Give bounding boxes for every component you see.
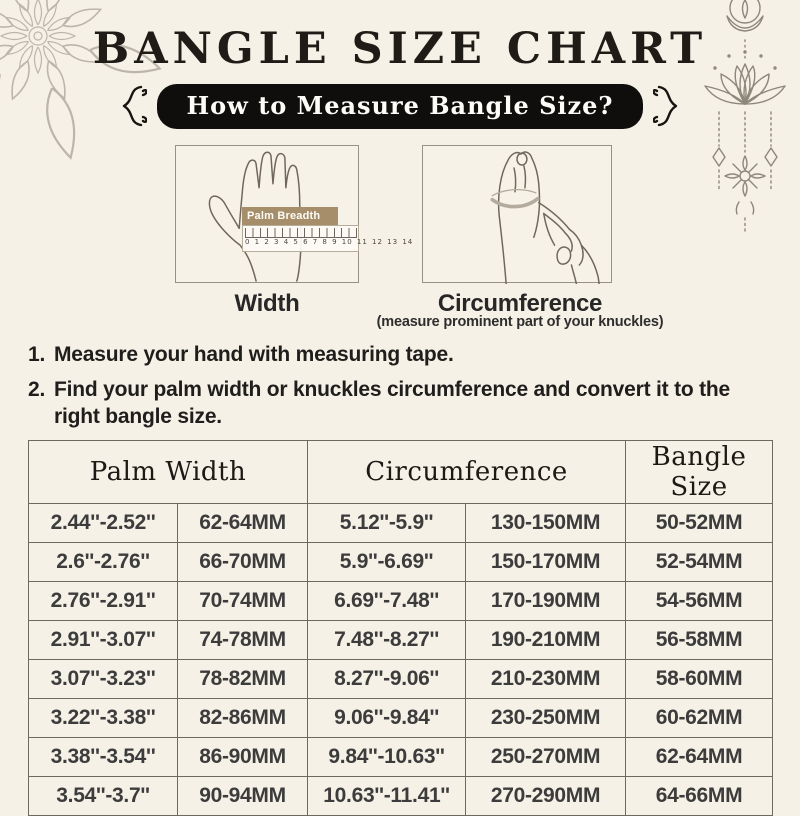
instruction-step bbox=[28, 341, 734, 369]
table-row bbox=[29, 699, 773, 738]
cell: 190-210MM bbox=[466, 621, 626, 660]
table-row bbox=[29, 621, 773, 660]
cell: 90-94MM bbox=[178, 777, 308, 816]
cell: 3.38''-3.54'' bbox=[29, 738, 178, 777]
how-to-measure-button[interactable]: How to Measure Bangle Size? bbox=[157, 84, 644, 129]
table-header-row bbox=[29, 441, 773, 504]
cell: 60-62MM bbox=[626, 699, 773, 738]
palm-breadth-label: Palm Breadth bbox=[242, 207, 338, 225]
step-text: Find your palm width or knuckles circumference and convert it to the right bangle size. bbox=[54, 377, 731, 429]
instruction-step bbox=[28, 376, 734, 431]
cell: 58-60MM bbox=[626, 660, 773, 699]
cell: 2.76''-2.91'' bbox=[29, 582, 178, 621]
header-bangle-size: Bangle Size bbox=[626, 441, 773, 504]
cell: 2.6''-2.76'' bbox=[29, 543, 178, 582]
step-number: 2. bbox=[28, 377, 46, 401]
cell: 6.69''-7.48'' bbox=[308, 582, 466, 621]
cell: 270-290MM bbox=[466, 777, 626, 816]
hands-measuring-icon bbox=[423, 146, 611, 284]
table-row bbox=[29, 543, 773, 582]
cell: 9.84''-10.63'' bbox=[308, 738, 466, 777]
cell: 66-70MM bbox=[178, 543, 308, 582]
cell: 3.22''-3.38'' bbox=[29, 699, 178, 738]
step-text: Measure your hand with measuring tape. bbox=[54, 343, 454, 366]
cell: 250-270MM bbox=[466, 738, 626, 777]
curly-flourish-left-icon bbox=[111, 84, 147, 128]
cell: 170-190MM bbox=[466, 582, 626, 621]
cell: 2.91''-3.07'' bbox=[29, 621, 178, 660]
table-row bbox=[29, 504, 773, 543]
cell: 50-52MM bbox=[626, 504, 773, 543]
cell: 8.27''-9.06'' bbox=[308, 660, 466, 699]
bangle-size-table bbox=[28, 440, 773, 816]
cell: 5.12''-5.9'' bbox=[308, 504, 466, 543]
table-row bbox=[29, 582, 773, 621]
cell: 78-82MM bbox=[178, 660, 308, 699]
width-caption: Width bbox=[234, 290, 300, 317]
table-row bbox=[29, 660, 773, 699]
ruler bbox=[242, 225, 414, 252]
circumference-note: (measure prominent part of your knuckles) bbox=[376, 314, 664, 330]
table-row bbox=[29, 777, 773, 816]
cell: 5.9''-6.69'' bbox=[308, 543, 466, 582]
cell: 2.44''-2.52'' bbox=[29, 504, 178, 543]
table-row bbox=[29, 738, 773, 777]
header-circumference: Circumference bbox=[308, 441, 626, 504]
cell: 3.07''-3.23'' bbox=[29, 660, 178, 699]
ribbon-row bbox=[0, 84, 800, 128]
cell: 70-74MM bbox=[178, 582, 308, 621]
cell: 130-150MM bbox=[466, 504, 626, 543]
cell: 7.48''-8.27'' bbox=[308, 621, 466, 660]
cell: 56-58MM bbox=[626, 621, 773, 660]
step-number: 1. bbox=[28, 343, 46, 366]
cell: 52-54MM bbox=[626, 543, 773, 582]
circumference-illustration bbox=[422, 145, 612, 283]
cell: 86-90MM bbox=[178, 738, 308, 777]
ruler-ticks-icon bbox=[245, 228, 357, 238]
instructions bbox=[28, 341, 734, 438]
cell: 62-64MM bbox=[178, 504, 308, 543]
cell: 210-230MM bbox=[466, 660, 626, 699]
cell: 3.54''-3.7'' bbox=[29, 777, 178, 816]
header-palm-width: Palm Width bbox=[29, 441, 308, 504]
cell: 9.06''-9.84'' bbox=[308, 699, 466, 738]
circumference-caption: Circumference bbox=[437, 290, 603, 317]
cell: 62-64MM bbox=[626, 738, 773, 777]
curly-flourish-right-icon bbox=[653, 84, 689, 128]
cell: 74-78MM bbox=[178, 621, 308, 660]
ruler-numbers: 0 1 2 3 4 5 6 7 8 9 10 11 12 13 14 bbox=[245, 238, 414, 246]
cell: 64-66MM bbox=[626, 777, 773, 816]
cell: 150-170MM bbox=[466, 543, 626, 582]
page-title: BANGLE SIZE CHART bbox=[92, 24, 708, 74]
cell: 230-250MM bbox=[466, 699, 626, 738]
cell: 82-86MM bbox=[178, 699, 308, 738]
width-illustration bbox=[175, 145, 414, 283]
cell: 54-56MM bbox=[626, 582, 773, 621]
cell: 10.63''-11.41'' bbox=[308, 777, 466, 816]
